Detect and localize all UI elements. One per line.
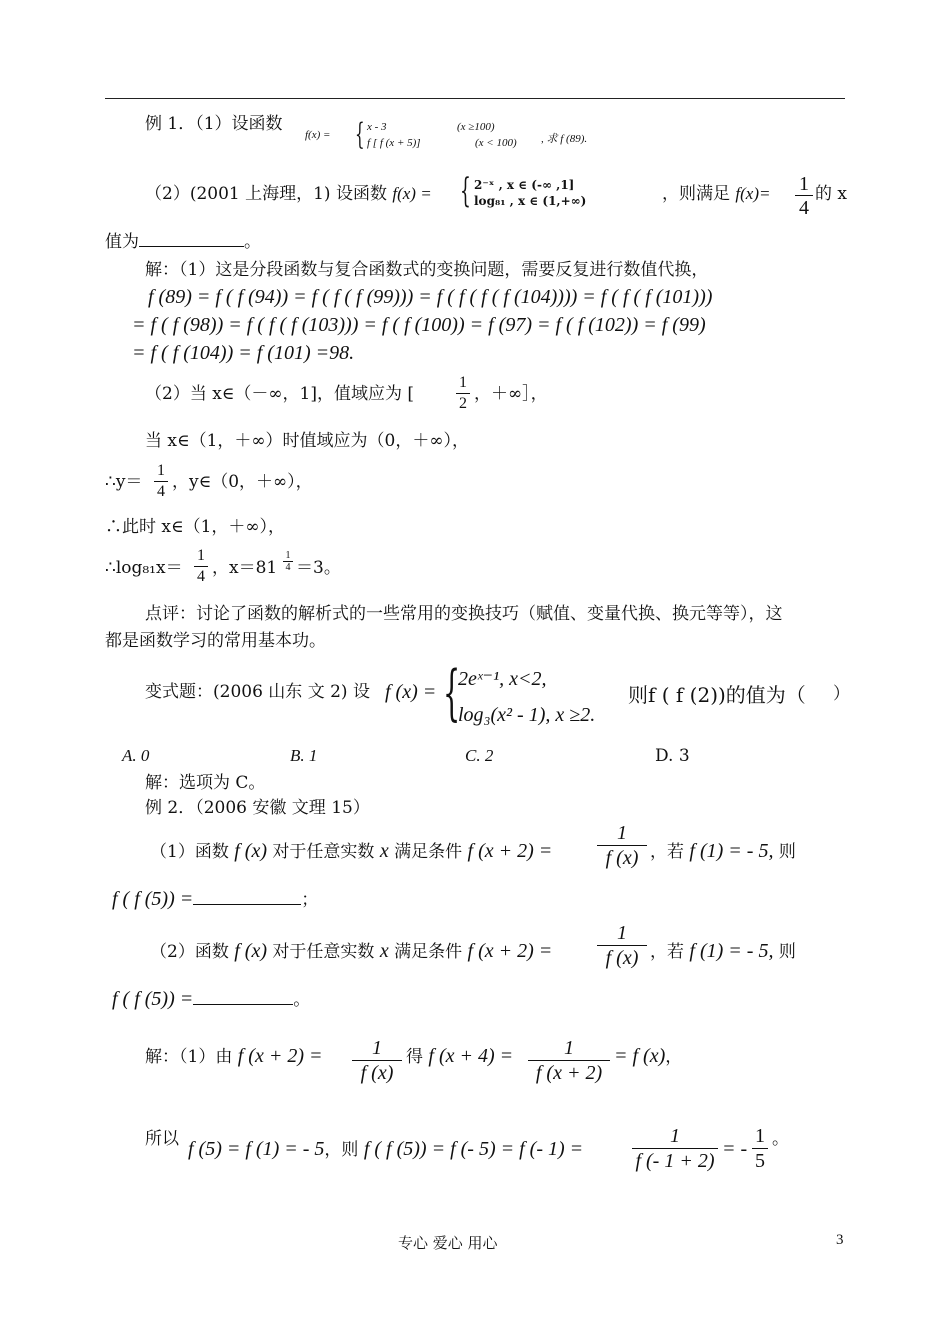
q2-fraction: 1 f (x) xyxy=(597,921,647,970)
example-2-label: 例 2．（2006 安徽 文理 15） xyxy=(145,798,370,818)
sol2-fraction-3: 1 f (- 1 + 2) xyxy=(632,1124,718,1173)
solution-2-line2: 所以 xyxy=(145,1129,179,1149)
example-1-line xyxy=(145,113,283,135)
example-1-part2-condition: ，则满足 f(x)= xyxy=(662,184,771,204)
q1-fraction: 1 f (x) xyxy=(597,821,647,870)
variant-answer: 解：选项为 C。 xyxy=(145,773,266,793)
brace-icon: { xyxy=(355,117,365,152)
answer-blank xyxy=(193,888,301,905)
solution-1-x-domain: ∴此时 x∈（1，＋∞）， xyxy=(105,517,286,537)
example-1-answer-line: 值为 。 xyxy=(105,232,261,252)
fraction-one-half: 1 2 xyxy=(456,373,470,414)
variant-case-2: log₃(x² - 1), x ≥2. xyxy=(458,704,596,726)
solution-1-eq3: = f ( f (104)) = f (101) =98. xyxy=(132,342,355,364)
solution-1-eq2: = f ( f (98)) = f ( f ( f (103))) = f ( f (100)) = f (97) = f ( f (102)) = f (99) xyxy=(132,314,706,336)
solution-1-eq1: f (89) = f ( f (94)) = f ( f ( f (99))) = f ( f ( f ( f (104)))) = f ( f ( f (101))) xyxy=(148,286,713,308)
sol2-fraction-2: 1 f (x + 2) xyxy=(528,1036,610,1085)
example-1-part2: （2）(2001 上海理，1) 设函数 f(x) = xyxy=(145,184,432,204)
variant-label: 变式题：(2006 山东 文 2) 设 xyxy=(145,682,370,702)
example-1-label: 例 1．（1）设函数 xyxy=(145,114,283,134)
example-2-q1: （1）函数 f (x) 对于任意实数 x 满足条件 f (x + 2) = xyxy=(150,840,553,862)
solution-2-line1: 解：（1）由 f (x + 2) = xyxy=(145,1045,323,1067)
variant-ask: 则f ( f (2))的值为（ xyxy=(628,683,806,707)
footer-motto: 专心 爱心 用心 xyxy=(398,1234,498,1252)
comment-line-1: 点评：讨论了函数的解析式的一些常用的变换技巧（赋值、变量代换、换元等等），这 xyxy=(145,604,783,624)
sol2-fraction-1: 1 f (x) xyxy=(352,1036,402,1085)
option-a: A. 0 xyxy=(122,746,150,765)
brace-icon: { xyxy=(460,171,471,211)
variant-fx: f (x) = xyxy=(385,681,437,703)
solution-1-part2-range: （2）当 x∈（－∞，1]，值域应为 [ xyxy=(145,384,415,404)
solution-1-range-b: 当 x∈（1，＋∞）时值域应为（0，＋∞）， xyxy=(145,431,470,451)
solution-1-intro: 解：（1）这是分段函数与复合函数式的变换问题，需要反复进行数值代换， xyxy=(145,260,709,280)
fraction-one-quarter: 1 4 xyxy=(154,461,168,502)
fraction-one-quarter: 1 4 xyxy=(795,173,813,220)
solution-1-log: ∴log₈₁x＝ xyxy=(105,558,183,578)
page-number: 3 xyxy=(836,1232,844,1248)
option-d: D. 3 xyxy=(655,746,690,766)
example-2-q2: （2）函数 f (x) 对于任意实数 x 满足条件 f (x + 2) = xyxy=(150,940,553,962)
answer-blank xyxy=(139,230,244,247)
example-2-q1-answer: f ( f (5)) = ； xyxy=(112,888,319,910)
option-c: C. 2 xyxy=(465,746,494,765)
solution-1-y: ∴y＝ xyxy=(105,472,143,492)
example-2-q2-answer: f ( f (5)) = 。 xyxy=(112,988,311,1010)
comment-line-2: 都是函数学习的常用基本功。 xyxy=(105,631,326,651)
sol2-fraction-4: 1 5 xyxy=(752,1124,768,1173)
fraction-one-quarter: 1 4 xyxy=(194,546,208,587)
brace-icon: { xyxy=(443,658,461,728)
header-rule xyxy=(105,98,845,99)
answer-blank xyxy=(193,988,293,1005)
variant-case-1: 2eˣ⁻¹, x<2, xyxy=(458,668,547,690)
option-b: B. 1 xyxy=(290,746,318,765)
exponent-one-quarter: 1 4 xyxy=(283,550,293,573)
